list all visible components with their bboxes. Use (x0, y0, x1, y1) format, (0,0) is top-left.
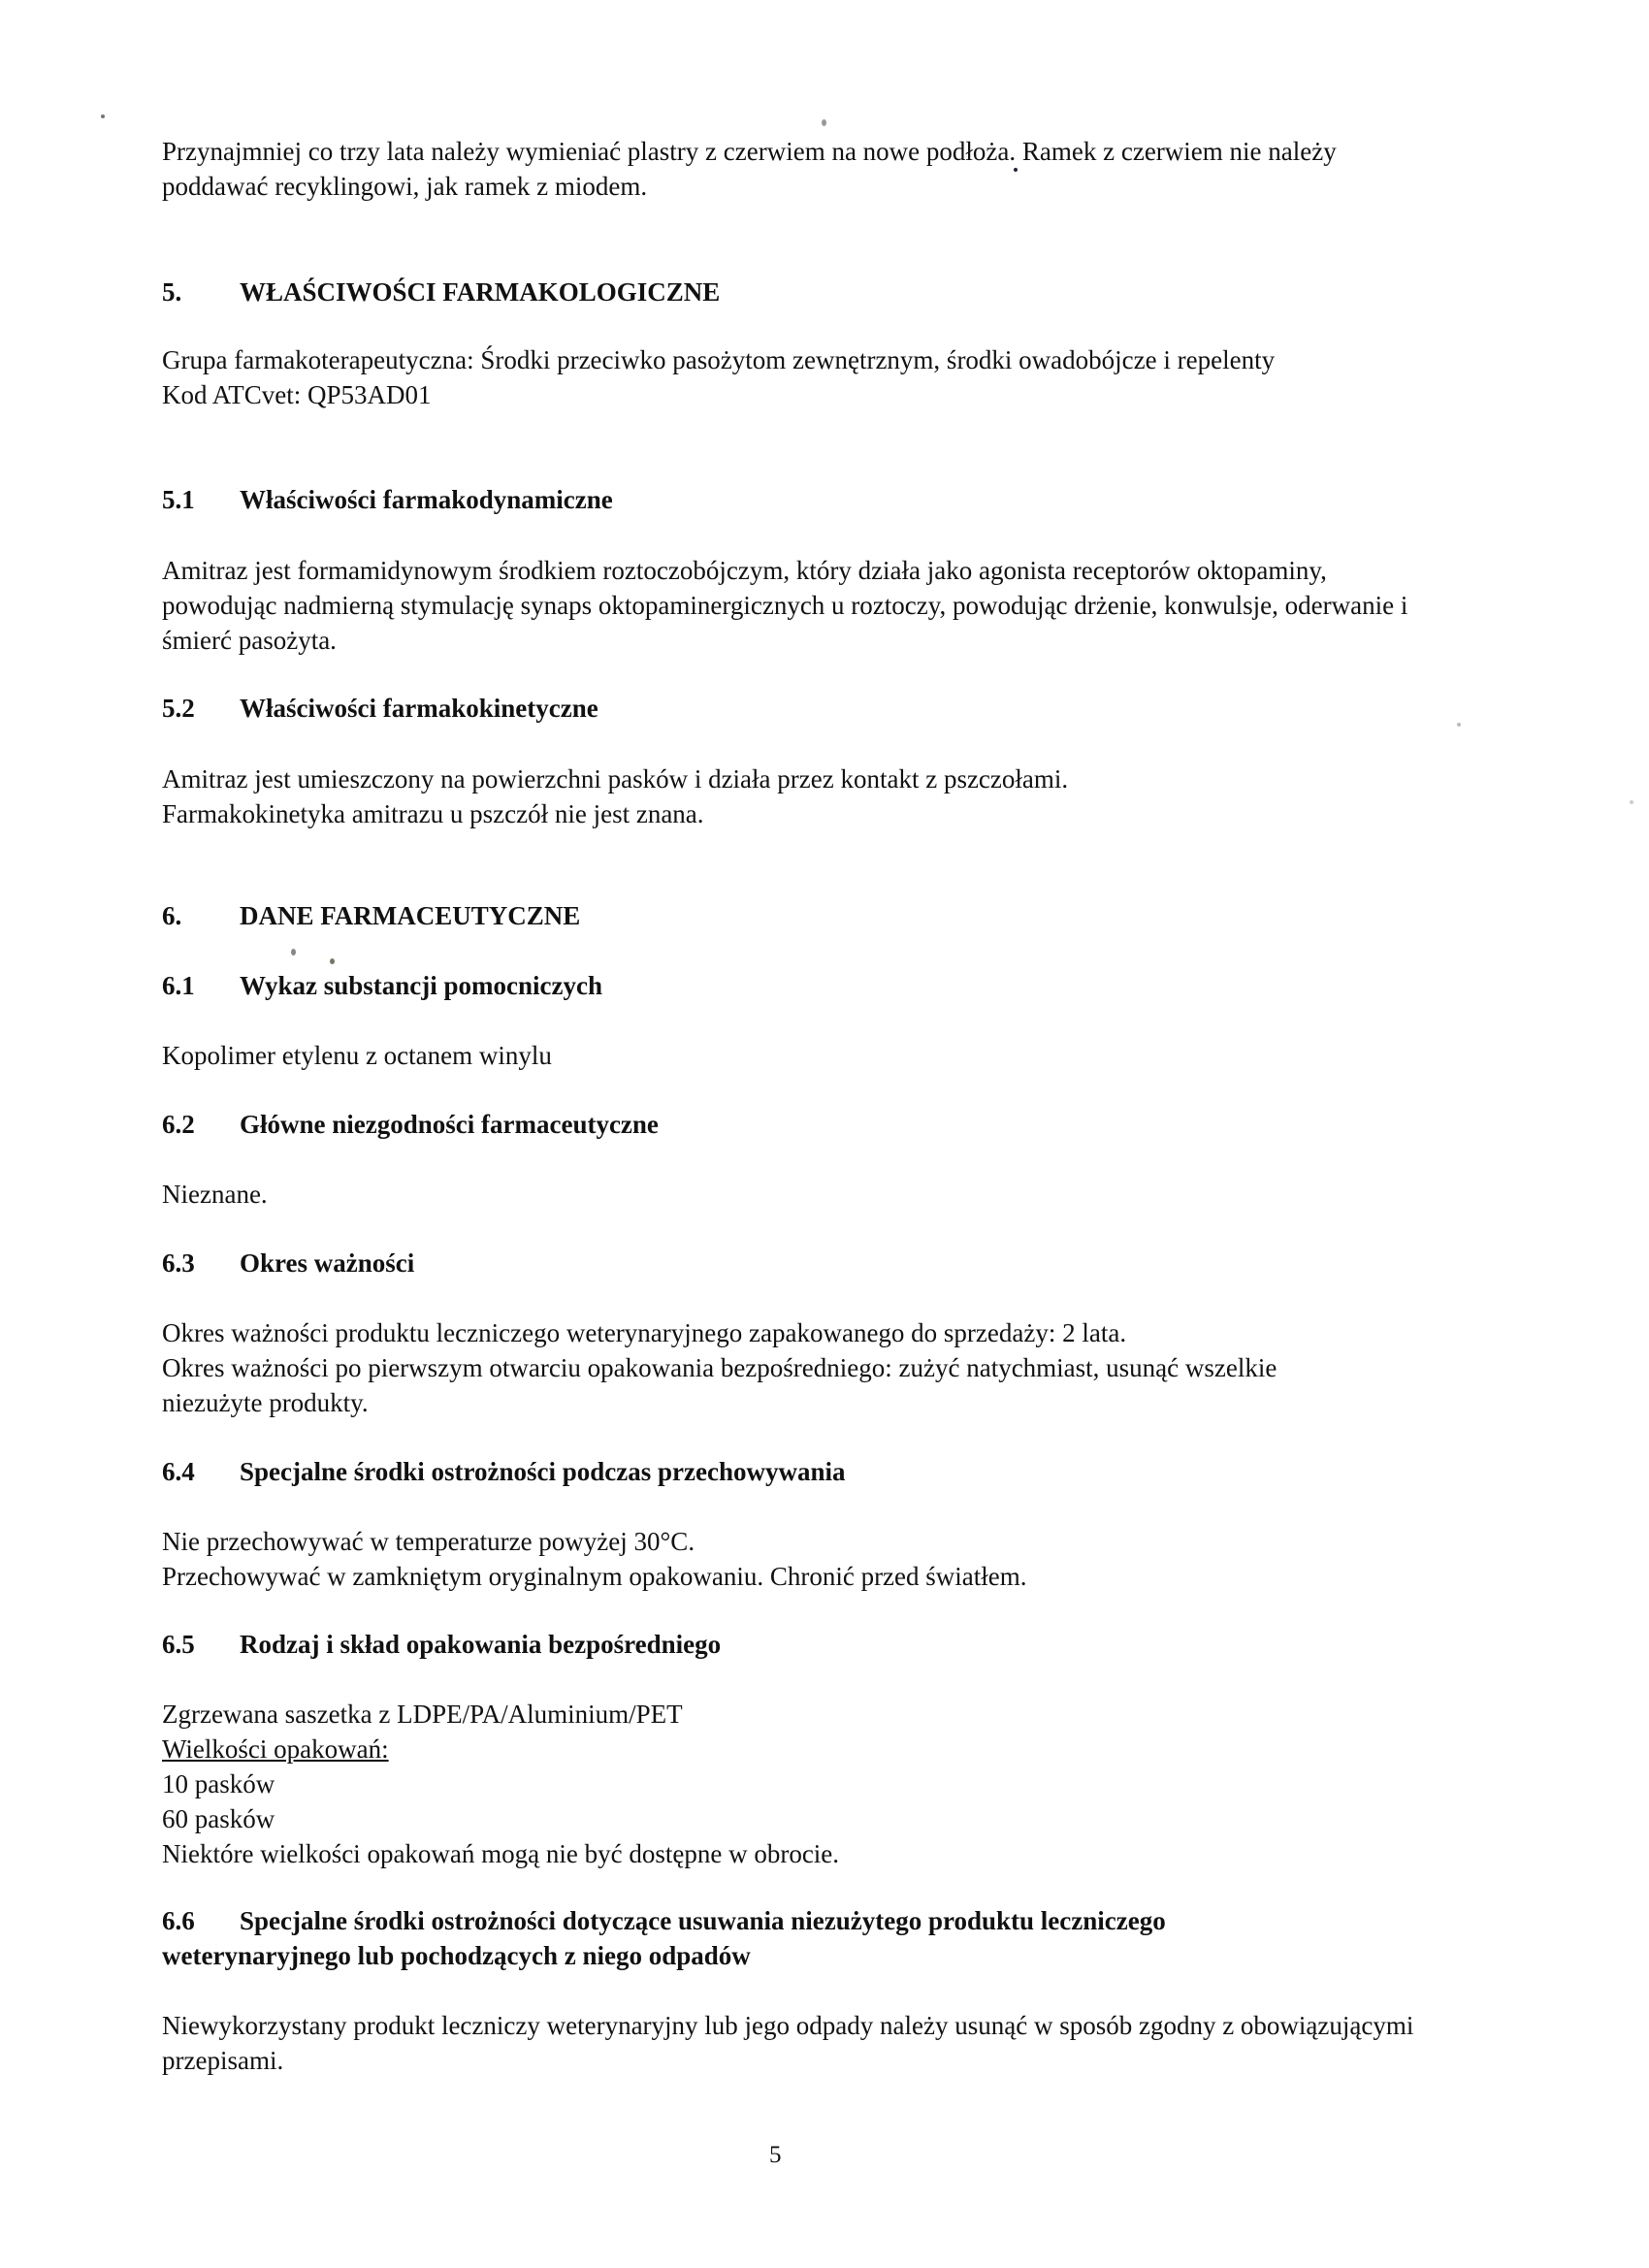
pack-size-item: 60 pasków (162, 1804, 275, 1833)
subsection-number: 6.3 (162, 1248, 195, 1278)
subsection-5-1-heading (162, 482, 1374, 517)
page-number: 5 (769, 2142, 782, 2168)
disposal-text: Niewykorzystany produkt leczniczy weterynaryjny lub jego odpady należy usunąć w sposób zgodny z obowiązującymi przepisami. (162, 2011, 1414, 2075)
pharmacokinetics-text (162, 761, 1423, 831)
subsection-number: 6.1 (162, 971, 195, 1000)
subsection-6-3-heading (162, 1246, 1374, 1280)
scan-speck (291, 949, 296, 956)
scan-speck (822, 119, 826, 126)
pharmacodynamics-text: Amitraz jest formamidynowym środkiem roztoczobójczym, który działa jako agonista receptorów oktopaminy, powodując nadmierną stymulację synaps oktopaminergicznych u roztoczy, powodując drżenie, konwulsje, oderwanie i śmierć pasożyta. (162, 556, 1408, 655)
pack-sizes-label: Wielkości opakowań: (162, 1734, 389, 1764)
packaging-text (162, 1697, 1423, 1871)
section-6-heading (162, 898, 580, 933)
text-line: Przechowywać w zamkniętym oryginalnym opakowaniu. Chronić przed światłem. (162, 1562, 1027, 1591)
shelf-life-text (162, 1315, 1365, 1420)
subsection-number: 5.2 (162, 694, 195, 723)
section-number: 5. (162, 277, 182, 307)
subsection-6-6-heading (162, 1903, 1355, 1973)
subsection-number: 6.4 (162, 1457, 195, 1486)
text-line: Amitraz jest umieszczony na powierzchni pasków i działa przez kontakt z pszczołami. (162, 764, 1069, 794)
section-title: DANE FARMACEUTYCZNE (240, 901, 581, 930)
scan-speck (330, 958, 335, 964)
subsection-title: Właściwości farmakodynamiczne (240, 485, 613, 514)
subsection-6-1-heading (162, 968, 1374, 1003)
text-line: Okres ważności produktu leczniczego weterynaryjnego zapakowanego do sprzedaży: 2 lata. (162, 1318, 1127, 1347)
subsection-6-2-heading (162, 1107, 1374, 1142)
subsection-title: Specjalne środki ostrożności podczas przechowywania (240, 1457, 846, 1486)
text-line: Farmakokinetyka amitrazu u pszczół nie jest znana. (162, 799, 704, 828)
scan-speck (1457, 723, 1461, 727)
text-line: Nie przechowywać w temperaturze powyżej 30°C. (162, 1527, 695, 1556)
text-line: Niektóre wielkości opakowań mogą nie być dostępne w obrocie. (162, 1839, 840, 1868)
subsection-number: 5.1 (162, 485, 195, 514)
section-number: 6. (162, 901, 182, 930)
pharmacotherapeutic-group (162, 342, 1365, 412)
text-line: Zgrzewana saszetka z LDPE/PA/Aluminium/PET (162, 1700, 683, 1729)
scan-speck (1630, 800, 1633, 804)
subsection-5-2-heading (162, 691, 1374, 726)
incompatibilities-text: Nieznane. (162, 1180, 268, 1209)
subsection-number: 6.6 (162, 1906, 195, 1935)
subsection-title: Rodzaj i skład opakowania bezpośredniego (240, 1630, 722, 1659)
scan-speck (101, 114, 105, 118)
subsection-title: Wykaz substancji pomocniczych (240, 971, 603, 1000)
section-5-heading (162, 275, 720, 309)
atc-code-line: Kod ATCvet: QP53AD01 (162, 380, 432, 409)
subsection-6-4-heading (162, 1454, 1374, 1489)
section-title: WŁAŚCIWOŚCI FARMAKOLOGICZNE (240, 277, 721, 307)
subsection-title: Właściwości farmakokinetyczne (240, 694, 598, 723)
subsection-title: Okres ważności (240, 1248, 415, 1278)
subsection-6-5-heading (162, 1627, 1374, 1662)
pack-size-item: 10 pasków (162, 1769, 275, 1798)
excipients-text: Kopolimer etylenu z octanem winylu (162, 1041, 552, 1070)
storage-text (162, 1524, 1423, 1594)
text-line: Okres ważności po pierwszym otwarciu opakowania bezpośredniego: zużyć natychmiast, usunąć wszelkie niezużyte produkty. (162, 1353, 1277, 1417)
subsection-number: 6.2 (162, 1110, 195, 1139)
subsection-title: Główne niezgodności farmaceutyczne (240, 1110, 659, 1139)
intro-paragraph: Przynajmniej co trzy lata należy wymieniać plastry z czerwiem na nowe podłoża. Ramek z czerwiem nie należy poddawać recyklingowi, jak ramek z miodem. (162, 137, 1337, 201)
subsection-number: 6.5 (162, 1630, 195, 1659)
subsection-title: Specjalne środki ostrożności dotyczące usuwania niezużytego produktu leczniczego weterynaryjnego lub pochodzących z niego odpadów (162, 1906, 1166, 1970)
group-line: Grupa farmakoterapeutyczna: Środki przeciwko pasożytom zewnętrznym, środki owadobójcze i repelenty (162, 345, 1276, 374)
